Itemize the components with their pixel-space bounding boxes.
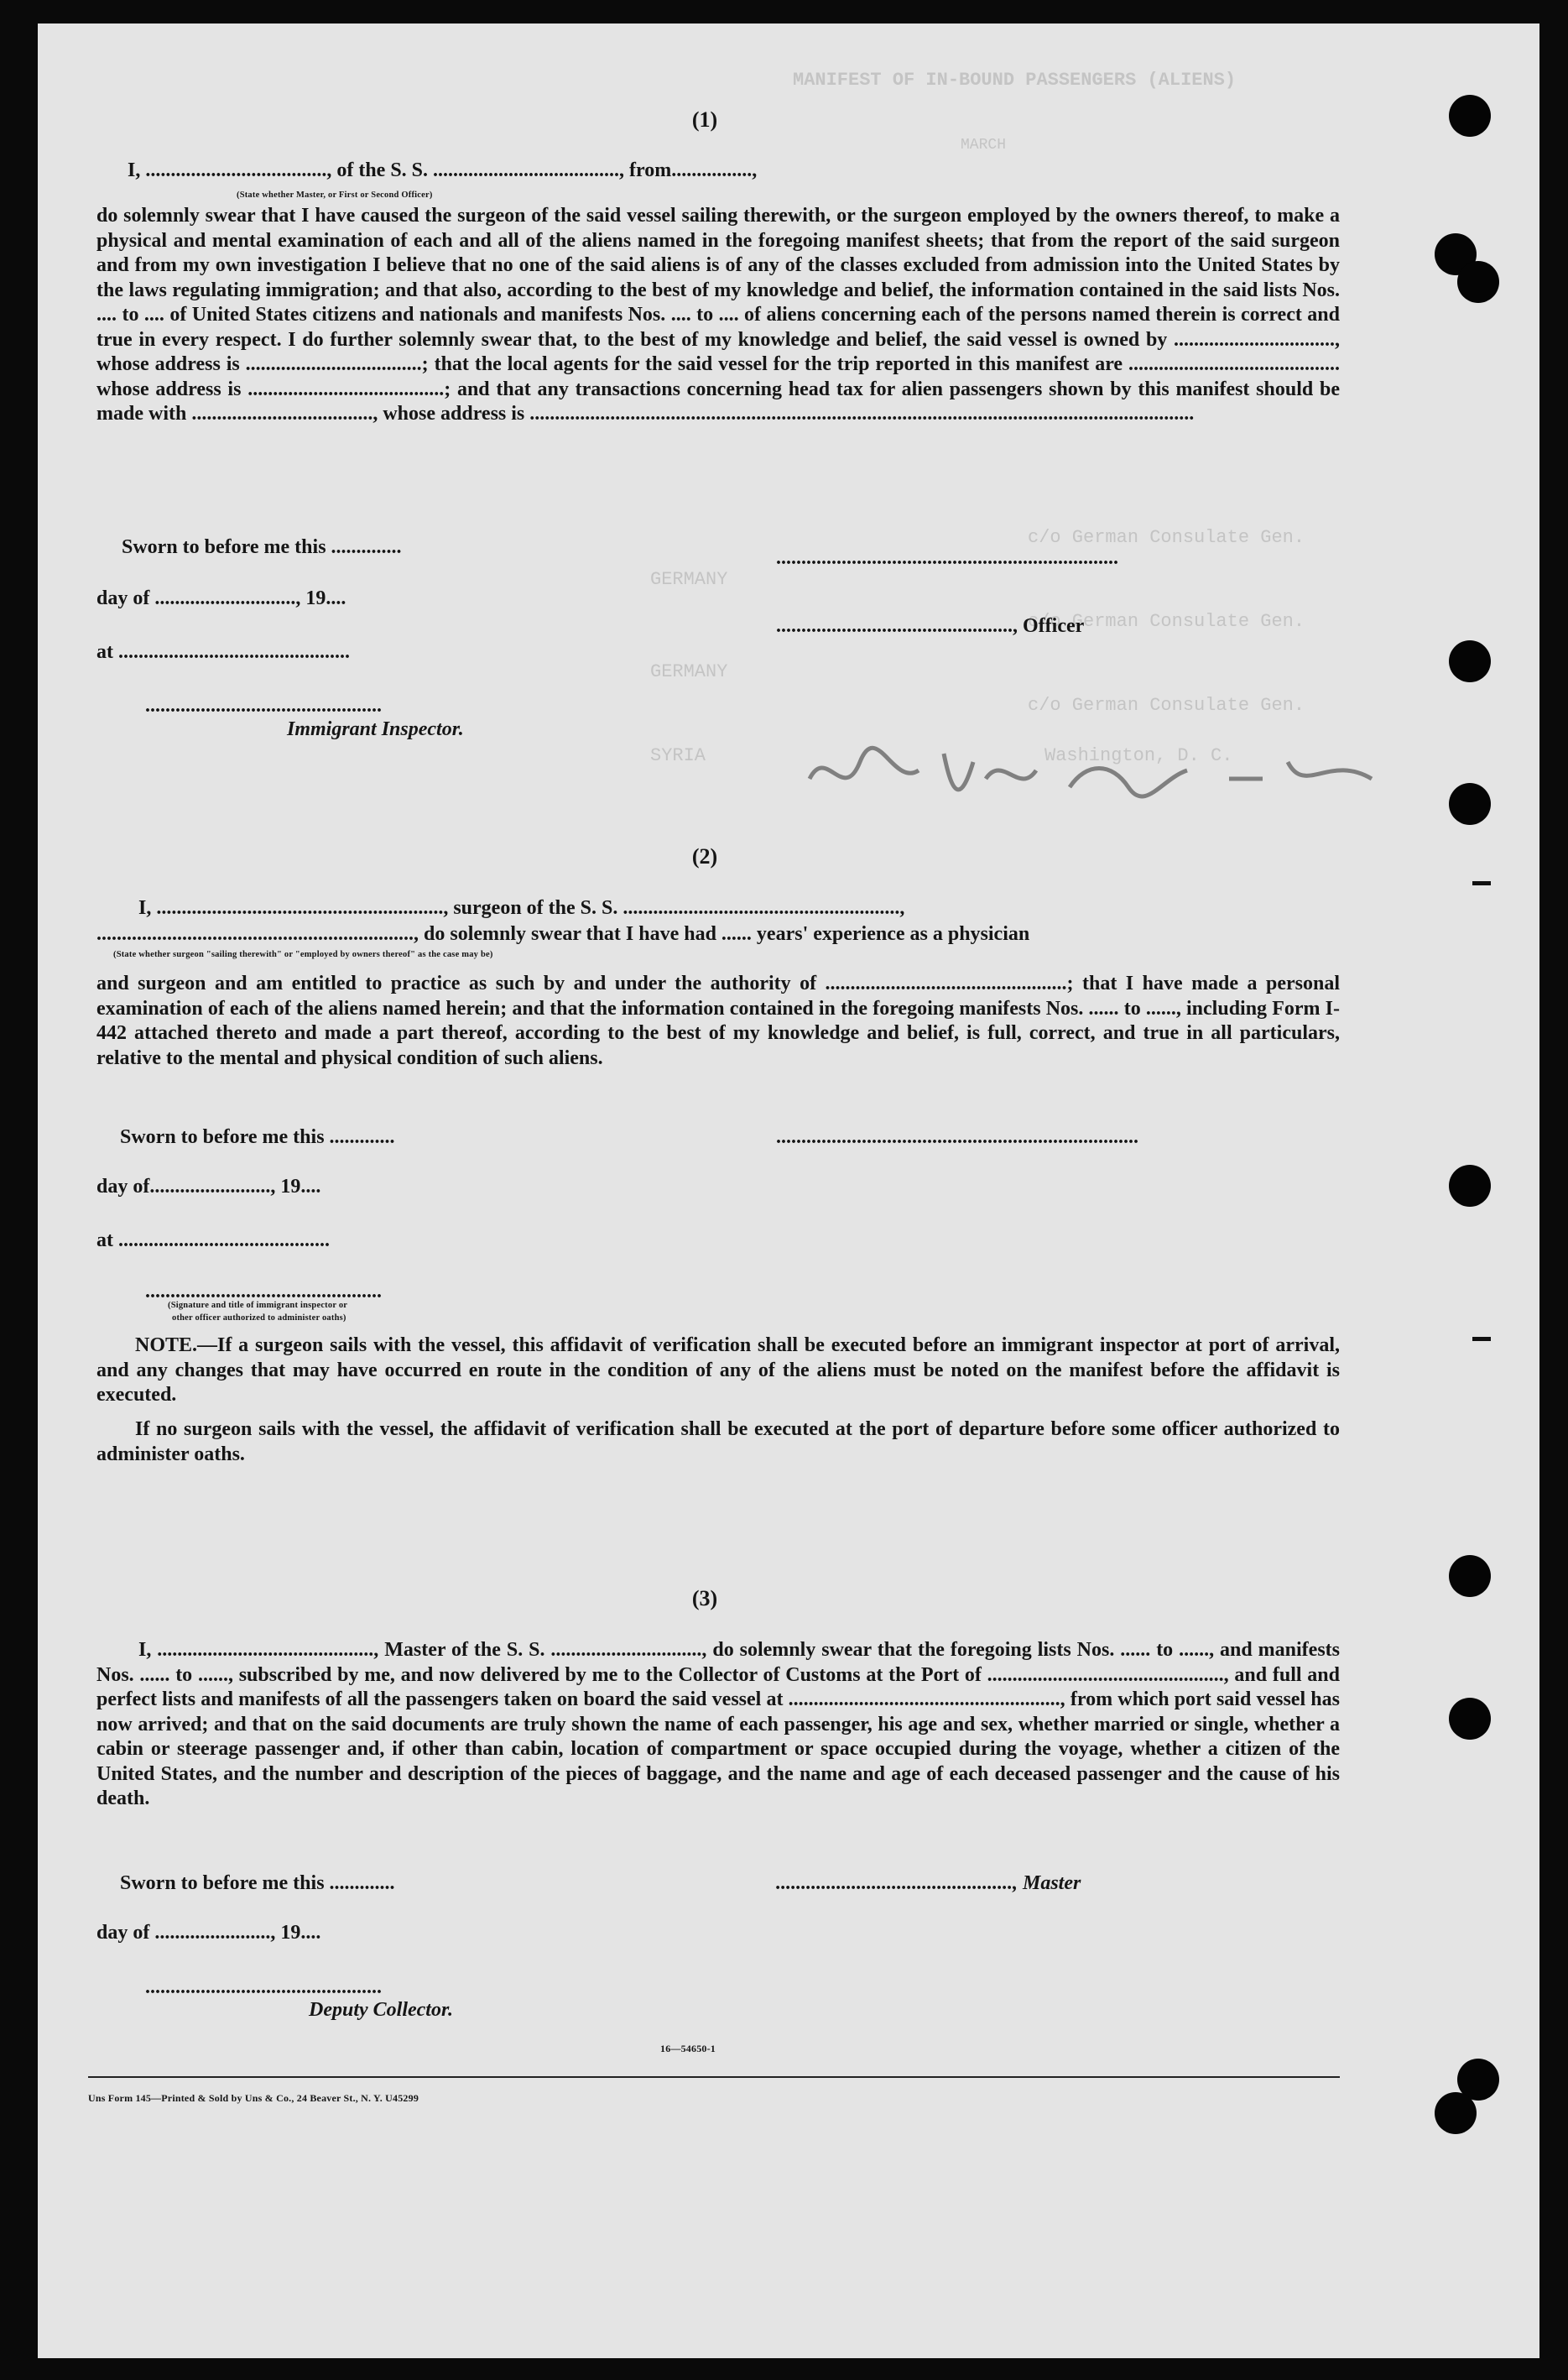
section-1-number: (1) <box>691 107 718 132</box>
margin-tick <box>1472 1337 1491 1341</box>
section-2-surgeon-sublabel: (State whether surgeon "sailing therewith" or "employed by owners thereof" as the case may be) <box>113 950 493 959</box>
section-2-note: NOTE.—If a surgeon sails with the vessel, this affidavit of verification shall be executed before an immigrant inspector at port of arrival, and any changes that may have occurred en route in the condition of any of the aliens must be noted on the manifest before the affidavit is executed. <box>96 1334 1340 1406</box>
section-2-experience-line: ..............................................................., do solemnly swear that I have had ...... years' experience as a physician <box>96 923 1030 945</box>
section-2-inspector-sublabel-2: other officer authorized to administer oaths) <box>172 1313 346 1323</box>
form-number: 16—54650-1 <box>660 2043 716 2054</box>
section-3-number: (3) <box>691 1586 718 1610</box>
footer-rule <box>88 2076 1340 2078</box>
margin-tick <box>1472 881 1491 885</box>
punch-hole <box>1449 95 1491 137</box>
section-2-signature-line: ........................................................................ <box>776 1126 1138 1148</box>
section-2-day-line: day of........................, 19.... <box>96 1176 321 1198</box>
section-3-collector-signature-line: ............................................... <box>145 1976 382 1998</box>
section-2-at-line: at .......................................... <box>96 1229 330 1251</box>
section-1-inspector-signature-line: ............................................... <box>145 695 382 717</box>
section-2-inspector-sublabel-1: (Signature and title of immigrant inspector or <box>168 1301 348 1310</box>
section-2-sworn-line: Sworn to before me this ............. <box>120 1126 395 1148</box>
section-2-affidavit-text: and surgeon and am entitled to practice as such by and under the authority of ................................................; that I have made a personal examination of each of the aliens named herein; and that the information contained in the foregoing manifests Nos. ...... to ......, including Form I-442 attached thereto and made a part thereof, according to the best of my knowledge and belief, is full, correct, and true in all particulars, relative to the mental and physical condition of such aliens. <box>96 973 1340 1069</box>
section-1-inspector-label: Immigrant Inspector. <box>287 718 464 740</box>
section-3-sworn-line: Sworn to before me this ............. <box>120 1872 395 1894</box>
section-2-inspector-signature-line: ............................................... <box>145 1281 382 1302</box>
section-2-number: (2) <box>691 844 718 869</box>
handwritten-annotation <box>793 728 1380 821</box>
section-3-master-signature-line: ..............................................., Master <box>776 1872 1081 1894</box>
section-3-collector-label: Deputy Collector. <box>309 1999 453 2021</box>
section-1-day-line: day of ............................, 19.... <box>96 587 346 609</box>
punch-hole <box>1449 783 1491 825</box>
section-1-affidavit-text: do solemnly swear that I have caused the surgeon of the said vessel sailing therewith, or the surgeon employed by the owners thereof, to make a physical and mental examination of each and all of the aliens named in the foregoing manifest sheets; that from the report of the said surgeon and from my own investigation I believe that no one of the said aliens is of any of the classes excluded from admission into the United States by the laws regulating immigration; and that also, according to the best of my knowledge and belief, the information contained in the said lists Nos. .... to .... of United States citizens and nationals and manifests Nos. .... to .... of aliens concerning each of the persons named therein is correct and true in every respect. I do further solemnly swear that, to the best of my knowledge and belief, the said vessel is owned by ................................, whose address is ...................................; that the local agents for the said vessel for the trip reported in this manifest are .......................................... whose address is .......................................; and that any transactions concerning head tax for alien passengers shown by this manifest should be made with ...................................., whose address is .................................................................................................................................... <box>96 205 1340 425</box>
section-2-surgeon-line: I, ........................................................., surgeon of the S. S. ......................................................., <box>138 897 905 919</box>
section-3-affidavit-text: I, ..........................................., Master of the S. S. .............................., do solemnly swear that the foregoing lists Nos. ...... to ......, and manifests Nos. ...... to ......, subscribed by me, and now delivered by me to the Collector of Customs at the Port of ..............................................., and full and perfect lists and manifests of all the passengers taken on board the said vessel at ......................................................, from which port said vessel has now arrived; and that on the said documents are truly shown the name of each passenger, his age and sex, whether married or single, whether a cabin or steerage passenger and, if other than cabin, location of compartment or space occupied during the voyage, whether a citizen of the United States, and the number and description of the pieces of baggage, and the name and age of each deceased passenger and the cause of his death. <box>96 1639 1340 1809</box>
punch-hole <box>1449 1165 1491 1207</box>
punch-hole <box>1449 1555 1491 1597</box>
section-1-sworn-line: Sworn to before me this .............. <box>122 536 402 558</box>
section-1-signature-line-top: .................................................................... <box>776 547 1118 569</box>
punch-hole <box>1449 1698 1491 1740</box>
document-page: MANIFEST OF IN-BOUND PASSENGERS (ALIENS) MARCH c/o German Consulate Gen. c/o German Consulate Gen. c/o German Consulate Gen. GERMANY GERMANY SYRIA Washington, D. C. (1) I, ...................................., of the S. S. ....................................., from................, (State whether Master, or First or Second Officer) do solemnly swear that I have caused the surgeon of the said vessel sailing therewith, or the surgeon employed by the owners thereof, to make a physical and mental examination of each and all of the aliens named in the foregoing manifest sheets; that from the report of the said surgeon and from my own investigation I believe that no one of the said aliens is of any of the classes excluded from admission into the United States by the laws regulating immigration; and that also, according to the best of my knowledge and belief, the information contained in the said lists Nos. .... to .... of United States citizens and nationals and manifests Nos. .... to .... of aliens concerning each of the persons named therein is correct and true in every respect. I do further solemnly swear that, to the best of my knowledge and belief, the said vessel is owned by ................................, whose address is ...................................; that the local agents for the said vessel for the trip reported in this manifest are .......................................... whose address is .......................................; and that any transactions concerning head tax for alien passengers shown by this manifest should be made with ...................................., whose address is .................................................................................................................................... Sworn to before me this .............. .................................................................... day of ............................, 19.... ..............................................., Officer at .............................................. ............................................... Immigrant Inspector. (2) I, ........................................................., surgeon of the S. S. ......................................................., ..............................................................., do solemnly swear that I have had ...... years' experience as a physician (State whether surgeon "sailing therewith" or "employed by owners thereof" as the case may be) and surgeon and am entitled to practice as such by and under the authority of ................................................; that I have made a personal examination of each of the aliens named herein; and that the information contained in the foregoing manifests Nos. ...... to ......, including Form I-442 attached thereto and made a part thereof, according to the best of my knowledge and belief, is full, correct, and true in all particulars, relative to the mental and physical condition of such aliens. Sworn to before me this ............. ........................................................................ day of........................, 19.... at .......................................... ............................................... (Signature and title of immigrant inspector or other officer authorized to administer oaths) NOTE.—If a surgeon sails with the vessel, this affidavit of verification shall be executed before an immigrant inspector at port of arrival, and any changes that may have occurred en route in the condition of any of the aliens must be noted on the manifest before the affidavit is executed. If no surgeon sails with the vessel, the affidavit of verification shall be executed at the port of departure before some officer authorized to administer oaths. (3) I, ..........................................., Master of the S. S. .............................., do solemnly swear that the foregoing lists Nos. ...... to ......, and manifests Nos. ...... to ......, subscribed by me, and now delivered by me to the Collector of Customs at the Port of ..............................................., and full and perfect lists and manifests of all the passengers taken on board the said vessel at ......................................................, from which port said vessel has now arrived; and that on the said documents are truly shown the name of each passenger, his age and sex, whether married or single, whether a cabin or steerage passenger and, if other than cabin, location of compartment or space occupied during the voyage, whether a citizen of the United States, and the number and description of the pieces of baggage, and the name and age of each deceased passenger and the cause of his death. Sworn to before me this ............. ..............................................., Master day of ......................., 19.... ............................................... Deputy Collector. 16—54650-1 Uns Form 145—Printed & Sold by Uns & Co., 24 Beaver St., N. Y. U45299 <box>38 23 1539 2358</box>
punch-hole <box>1449 640 1491 682</box>
section-2-note-no-surgeon: If no surgeon sails with the vessel, the affidavit of verification shall be executed at the port of departure before some officer authorized to administer oaths. <box>96 1418 1340 1465</box>
section-1-at-line: at .............................................. <box>96 641 350 663</box>
punch-hole <box>1457 261 1499 303</box>
section-1-master-sublabel: (State whether Master, or First or Second Officer) <box>237 191 433 200</box>
printer-footer: Uns Form 145—Printed & Sold by Uns & Co., 24 Beaver St., N. Y. U45299 <box>88 2092 419 2104</box>
section-1-master-line: I, ...................................., of the S. S. ....................................., from................, <box>128 159 758 181</box>
section-3-day-line: day of ......................., 19.... <box>96 1922 321 1944</box>
section-1-officer-line: ..............................................., Officer <box>776 615 1085 637</box>
punch-hole <box>1435 2092 1477 2134</box>
